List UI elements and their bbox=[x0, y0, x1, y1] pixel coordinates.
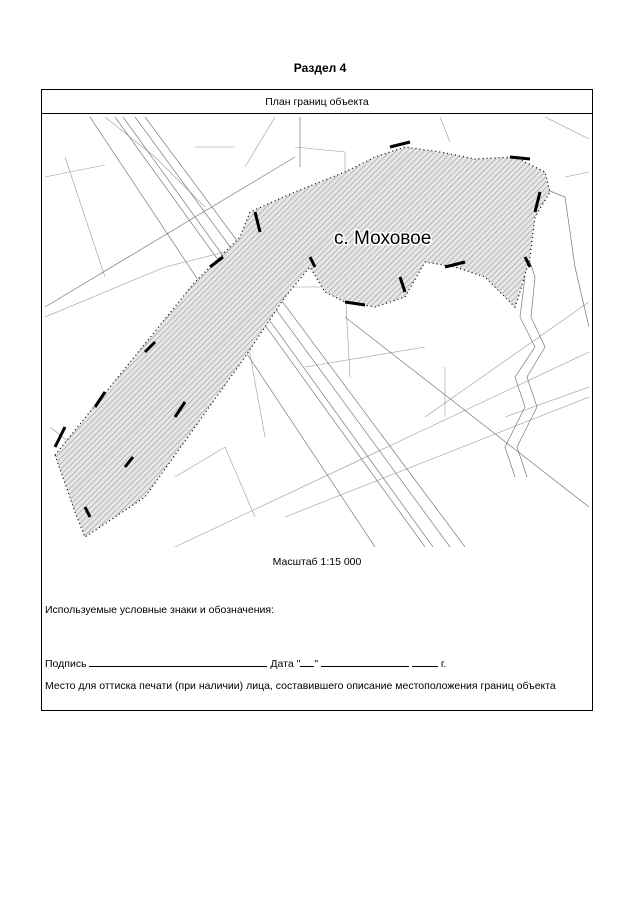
year-suffix: г. bbox=[440, 658, 447, 670]
date-quote-open: " bbox=[296, 658, 301, 670]
section-title: Раздел 4 bbox=[293, 61, 347, 75]
date-year-line[interactable] bbox=[412, 656, 438, 667]
map-scale: Масштаб 1:15 000 bbox=[272, 556, 362, 568]
place-label: с. Моховое bbox=[334, 228, 432, 249]
signature-label: Подпись bbox=[45, 658, 87, 670]
plan-header: План границ объекта bbox=[42, 90, 592, 114]
boundary-map bbox=[45, 117, 589, 547]
date-label: Дата bbox=[270, 658, 294, 670]
date-day-line[interactable] bbox=[300, 656, 314, 667]
legend-label: Используемые условные знаки и обозначения: bbox=[45, 604, 275, 616]
date-month-line[interactable] bbox=[321, 656, 409, 667]
object-boundary-plan-form bbox=[41, 89, 593, 711]
date-quote-close: " bbox=[314, 658, 319, 670]
signature-line[interactable] bbox=[89, 656, 267, 667]
settlement-boundary bbox=[55, 147, 550, 537]
stamp-area-text: Место для оттиска печати (при наличии) лица, составившего описание местоположения границ объекта bbox=[45, 680, 556, 692]
signature-row bbox=[45, 656, 446, 670]
